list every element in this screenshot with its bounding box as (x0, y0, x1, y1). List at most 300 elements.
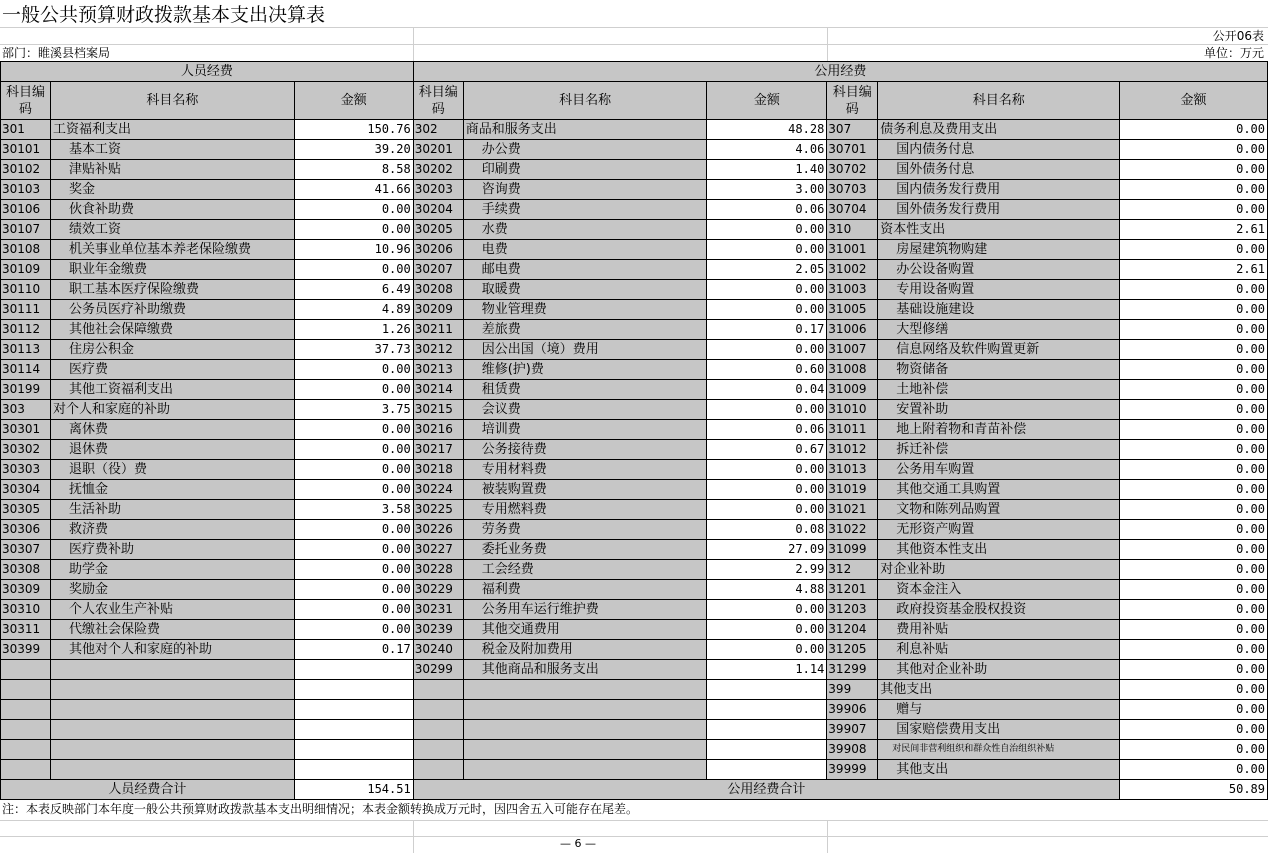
subject-code-cell: 31007 (827, 340, 878, 360)
subject-name-cell: 国外债务发行费用 (878, 200, 1120, 220)
amount-cell (294, 760, 413, 780)
subject-name-cell (463, 740, 707, 760)
table-row (1, 600, 1268, 620)
subject-code-cell: 30106 (1, 200, 51, 220)
subject-code-cell: 30309 (1, 580, 51, 600)
subject-code-cell: 30310 (1, 600, 51, 620)
subject-code-cell: 30112 (1, 320, 51, 340)
subject-name-cell: 房屋建筑物购建 (878, 240, 1120, 260)
subject-name-cell: 国家赔偿费用支出 (878, 720, 1120, 740)
form-number: 公开06表 (1212, 29, 1264, 43)
subject-name-cell: 伙食补助费 (50, 200, 294, 220)
amount-cell: 0.00 (294, 420, 413, 440)
subject-code-cell: 30199 (1, 380, 51, 400)
amount-cell: 0.00 (1120, 700, 1268, 720)
table-row (1, 440, 1268, 460)
amount-cell: 1.40 (707, 160, 827, 180)
subject-code-cell: 30212 (413, 340, 463, 360)
table-row (1, 760, 1268, 780)
amount-cell (294, 720, 413, 740)
subject-name-cell: 职业年金缴费 (50, 260, 294, 280)
subject-code-cell: 302 (413, 120, 463, 140)
amount-cell (707, 720, 827, 740)
subject-name-cell (50, 720, 294, 740)
amount-cell: 0.00 (1120, 740, 1268, 760)
subject-code-cell: 31009 (827, 380, 878, 400)
amount-cell: 4.06 (707, 140, 827, 160)
subject-code-cell: 30702 (827, 160, 878, 180)
amount-cell: 0.00 (1120, 540, 1268, 560)
subject-name-cell: 退休费 (50, 440, 294, 460)
subject-name-cell: 医疗费 (50, 360, 294, 380)
table-row (1, 180, 1268, 200)
subject-name-cell: 绩效工资 (50, 220, 294, 240)
amount-cell: 0.00 (294, 220, 413, 240)
subject-code-cell: 39999 (827, 760, 878, 780)
subject-code-cell: 30701 (827, 140, 878, 160)
amount-cell: 0.00 (1120, 620, 1268, 640)
subject-code-cell: 30111 (1, 300, 51, 320)
subject-name-cell: 安置补助 (878, 400, 1120, 420)
subject-code-cell: 30207 (413, 260, 463, 280)
subject-name-cell: 对民间非营利组织和群众性自治组织补贴 (878, 740, 1120, 760)
subject-name-cell: 其他支出 (878, 760, 1120, 780)
subject-code-cell: 31299 (827, 660, 878, 680)
subject-name-cell: 因公出国（境）费用 (463, 340, 707, 360)
subject-code-cell: 30103 (1, 180, 51, 200)
subject-name-cell: 拆迁补偿 (878, 440, 1120, 460)
table-row (1, 420, 1268, 440)
amount-cell: 0.00 (707, 400, 827, 420)
subject-name-cell: 公务用车运行维护费 (463, 600, 707, 620)
subject-name-cell: 电费 (463, 240, 707, 260)
amount-cell: 0.00 (1120, 720, 1268, 740)
subject-name-cell: 津贴补贴 (50, 160, 294, 180)
report-title: 一般公共预算财政拨款基本支出决算表 (2, 4, 326, 26)
expenditure-table (0, 61, 1268, 800)
column-header-amount: 金额 (707, 82, 827, 120)
subject-code-cell: 30206 (413, 240, 463, 260)
subject-code-cell: 30399 (1, 640, 51, 660)
subject-name-cell: 资本性支出 (878, 220, 1120, 240)
amount-cell (707, 680, 827, 700)
column-header-amount: 金额 (294, 82, 413, 120)
table-row (1, 520, 1268, 540)
subject-name-cell: 取暖费 (463, 280, 707, 300)
subject-name-cell: 咨询费 (463, 180, 707, 200)
amount-cell (294, 680, 413, 700)
subject-name-cell: 基础设施建设 (878, 300, 1120, 320)
subject-code-cell: 30215 (413, 400, 463, 420)
subject-code-cell: 31001 (827, 240, 878, 260)
subject-name-cell: 商品和服务支出 (463, 120, 707, 140)
amount-cell: 0.00 (1120, 500, 1268, 520)
amount-cell: 0.00 (1120, 320, 1268, 340)
subject-name-cell: 其他商品和服务支出 (463, 660, 707, 680)
table-row (1, 540, 1268, 560)
public-total-value: 50.89 (1120, 780, 1268, 800)
subject-name-cell: 国内债务付息 (878, 140, 1120, 160)
amount-cell: 0.00 (294, 460, 413, 480)
subject-name-cell: 利息补贴 (878, 640, 1120, 660)
amount-cell: 37.73 (294, 340, 413, 360)
amount-cell: 0.00 (1120, 160, 1268, 180)
subject-name-cell: 职工基本医疗保险缴费 (50, 280, 294, 300)
subject-name-cell: 赠与 (878, 700, 1120, 720)
amount-cell: 0.00 (1120, 760, 1268, 780)
subject-name-cell: 办公设备购置 (878, 260, 1120, 280)
subject-code-cell: 30227 (413, 540, 463, 560)
table-row (1, 240, 1268, 260)
subject-name-cell: 资本金注入 (878, 580, 1120, 600)
subject-code-cell: 31003 (827, 280, 878, 300)
subject-code-cell: 31021 (827, 500, 878, 520)
section-header-personnel: 人员经费 (1, 62, 414, 82)
public-total-label: 公用经费合计 (413, 780, 1119, 800)
amount-cell (294, 740, 413, 760)
subject-code-cell: 30208 (413, 280, 463, 300)
subject-code-cell: 31204 (827, 620, 878, 640)
column-header-name: 科目名称 (878, 82, 1120, 120)
subject-name-cell: 培训费 (463, 420, 707, 440)
subject-code-cell (413, 680, 463, 700)
subject-name-cell: 其他支出 (878, 680, 1120, 700)
subject-name-cell: 文物和陈列品购置 (878, 500, 1120, 520)
amount-cell: 2.05 (707, 260, 827, 280)
subject-name-cell: 专用燃料费 (463, 500, 707, 520)
amount-cell (707, 760, 827, 780)
subject-name-cell (463, 760, 707, 780)
subject-code-cell: 30101 (1, 140, 51, 160)
amount-cell: 0.00 (707, 300, 827, 320)
gridline (827, 27, 828, 61)
subject-code-cell: 30216 (413, 420, 463, 440)
subject-code-cell: 30204 (413, 200, 463, 220)
amount-cell: 0.00 (1120, 680, 1268, 700)
amount-cell: 0.04 (707, 380, 827, 400)
subject-code-cell (413, 720, 463, 740)
subject-name-cell: 医疗费补助 (50, 540, 294, 560)
column-header-code: 科目编码 (827, 82, 878, 120)
subject-name-cell: 公务员医疗补助缴费 (50, 300, 294, 320)
subject-code-cell: 31008 (827, 360, 878, 380)
amount-cell: 2.99 (707, 560, 827, 580)
column-header-code: 科目编码 (413, 82, 463, 120)
subject-name-cell: 奖励金 (50, 580, 294, 600)
subject-code-cell (1, 720, 51, 740)
subject-code-cell: 399 (827, 680, 878, 700)
amount-cell: 0.00 (707, 340, 827, 360)
subject-code-cell (1, 740, 51, 760)
subject-code-cell: 30209 (413, 300, 463, 320)
table-row (1, 460, 1268, 480)
subject-code-cell: 39907 (827, 720, 878, 740)
amount-cell: 0.00 (1120, 520, 1268, 540)
subject-code-cell: 30306 (1, 520, 51, 540)
table-row (1, 660, 1268, 680)
subject-code-cell: 30113 (1, 340, 51, 360)
subject-name-cell: 大型修缮 (878, 320, 1120, 340)
subject-code-cell: 30231 (413, 600, 463, 620)
subject-name-cell: 公务接待费 (463, 440, 707, 460)
amount-cell: 0.00 (1120, 240, 1268, 260)
amount-cell: 0.00 (707, 280, 827, 300)
subject-name-cell: 救济费 (50, 520, 294, 540)
subject-name-cell: 国内债务发行费用 (878, 180, 1120, 200)
subject-code-cell: 30102 (1, 160, 51, 180)
subject-name-cell: 其他交通工具购置 (878, 480, 1120, 500)
subject-code-cell: 312 (827, 560, 878, 580)
subject-name-cell: 水费 (463, 220, 707, 240)
subject-code-cell: 30214 (413, 380, 463, 400)
page-number: — 6 — (560, 837, 596, 850)
table-row (1, 680, 1268, 700)
amount-cell: 0.00 (707, 220, 827, 240)
subject-code-cell: 31201 (827, 580, 878, 600)
subject-code-cell (413, 760, 463, 780)
amount-cell: 0.00 (1120, 600, 1268, 620)
subject-name-cell: 个人农业生产补贴 (50, 600, 294, 620)
amount-cell: 8.58 (294, 160, 413, 180)
amount-cell: 0.00 (294, 560, 413, 580)
subject-code-cell: 303 (1, 400, 51, 420)
amount-cell: 0.00 (294, 380, 413, 400)
subject-name-cell: 手续费 (463, 200, 707, 220)
personnel-total-value: 154.51 (294, 780, 413, 800)
subject-name-cell (50, 680, 294, 700)
subject-code-cell: 30225 (413, 500, 463, 520)
subject-name-cell: 办公费 (463, 140, 707, 160)
column-header-name: 科目名称 (463, 82, 707, 120)
amount-cell: 0.00 (294, 620, 413, 640)
gridline (827, 820, 828, 853)
subject-code-cell: 30703 (827, 180, 878, 200)
subject-code-cell: 30240 (413, 640, 463, 660)
subject-code-cell: 30114 (1, 360, 51, 380)
subject-name-cell: 其他工资福利支出 (50, 380, 294, 400)
subject-name-cell: 无形资产购置 (878, 520, 1120, 540)
subject-name-cell: 其他社会保障缴费 (50, 320, 294, 340)
amount-cell: 0.00 (707, 240, 827, 260)
amount-cell: 0.00 (1120, 660, 1268, 680)
amount-cell: 41.66 (294, 180, 413, 200)
amount-cell: 0.00 (1120, 200, 1268, 220)
subject-code-cell: 31006 (827, 320, 878, 340)
subject-name-cell: 物业管理费 (463, 300, 707, 320)
subject-name-cell: 专用材料费 (463, 460, 707, 480)
amount-cell: 10.96 (294, 240, 413, 260)
subject-code-cell: 30226 (413, 520, 463, 540)
table-row (1, 340, 1268, 360)
subject-name-cell: 住房公积金 (50, 340, 294, 360)
amount-cell: 0.00 (707, 600, 827, 620)
subject-code-cell: 30301 (1, 420, 51, 440)
amount-cell: 1.26 (294, 320, 413, 340)
subject-name-cell: 对个人和家庭的补助 (50, 400, 294, 420)
subject-name-cell: 费用补贴 (878, 620, 1120, 640)
subject-name-cell: 政府投资基金股权投资 (878, 600, 1120, 620)
subject-code-cell: 301 (1, 120, 51, 140)
table-row (1, 500, 1268, 520)
table-row (1, 480, 1268, 500)
table-row (1, 740, 1268, 760)
subject-code-cell: 30202 (413, 160, 463, 180)
subject-name-cell (463, 700, 707, 720)
table-row (1, 360, 1268, 380)
subject-name-cell: 委托业务费 (463, 540, 707, 560)
amount-cell: 0.00 (707, 460, 827, 480)
amount-cell: 0.00 (1120, 180, 1268, 200)
subject-code-cell: 31022 (827, 520, 878, 540)
table-row (1, 580, 1268, 600)
column-header-name: 科目名称 (50, 82, 294, 120)
subject-name-cell: 抚恤金 (50, 480, 294, 500)
amount-cell: 0.00 (294, 200, 413, 220)
subject-name-cell: 工会经费 (463, 560, 707, 580)
subject-name-cell: 退职（役）费 (50, 460, 294, 480)
column-header-amount: 金额 (1120, 82, 1268, 120)
section-header-public: 公用经费 (413, 62, 1267, 82)
subject-name-cell: 地上附着物和青苗补偿 (878, 420, 1120, 440)
subject-name-cell: 代缴社会保险费 (50, 620, 294, 640)
amount-cell (707, 700, 827, 720)
amount-cell: 0.06 (707, 200, 827, 220)
column-header-code: 科目编码 (1, 82, 51, 120)
table-row (1, 140, 1268, 160)
subject-code-cell: 30217 (413, 440, 463, 460)
subject-code-cell (1, 660, 51, 680)
footnote: 注：本表反映部门本年度一般公共预算财政拨款基本支出明细情况；本表金额转换成万元时，因四舍五入可能存在尾差。 (2, 802, 639, 816)
department-label: 部门：睢溪县档案局 (2, 46, 111, 60)
subject-code-cell: 30228 (413, 560, 463, 580)
subject-code-cell: 30229 (413, 580, 463, 600)
subject-code-cell: 30218 (413, 460, 463, 480)
subject-code-cell (1, 680, 51, 700)
amount-cell: 3.58 (294, 500, 413, 520)
subject-name-cell: 奖金 (50, 180, 294, 200)
subject-code-cell: 31099 (827, 540, 878, 560)
table-row (1, 220, 1268, 240)
subject-code-cell: 31011 (827, 420, 878, 440)
amount-cell: 27.09 (707, 540, 827, 560)
amount-cell: 0.00 (707, 620, 827, 640)
subject-name-cell: 对企业补助 (878, 560, 1120, 580)
gridline (0, 27, 1268, 28)
subject-name-cell: 公务用车购置 (878, 460, 1120, 480)
subject-name-cell (50, 660, 294, 680)
amount-cell: 0.00 (1120, 580, 1268, 600)
amount-cell: 6.49 (294, 280, 413, 300)
amount-cell: 0.00 (1120, 300, 1268, 320)
subject-code-cell: 39906 (827, 700, 878, 720)
amount-cell: 0.00 (1120, 400, 1268, 420)
subject-name-cell: 基本工资 (50, 140, 294, 160)
subject-code-cell (413, 700, 463, 720)
subject-code-cell: 30213 (413, 360, 463, 380)
amount-cell: 0.00 (1120, 640, 1268, 660)
table-row (1, 280, 1268, 300)
amount-cell: 0.08 (707, 520, 827, 540)
subject-code-cell: 30205 (413, 220, 463, 240)
amount-cell: 0.00 (707, 500, 827, 520)
subject-code-cell: 31013 (827, 460, 878, 480)
subject-name-cell: 税金及附加费用 (463, 640, 707, 660)
amount-cell: 0.00 (1120, 560, 1268, 580)
subject-code-cell: 31019 (827, 480, 878, 500)
amount-cell: 0.00 (707, 480, 827, 500)
subject-code-cell: 310 (827, 220, 878, 240)
subject-name-cell: 专用设备购置 (878, 280, 1120, 300)
amount-cell: 0.00 (294, 540, 413, 560)
subject-code-cell (1, 760, 51, 780)
subject-name-cell: 差旅费 (463, 320, 707, 340)
subject-code-cell (1, 700, 51, 720)
amount-cell: 3.75 (294, 400, 413, 420)
subject-code-cell: 30107 (1, 220, 51, 240)
amount-cell: 0.00 (294, 580, 413, 600)
table-row (1, 700, 1268, 720)
subject-code-cell: 31002 (827, 260, 878, 280)
subject-name-cell: 国外债务付息 (878, 160, 1120, 180)
subject-code-cell: 30303 (1, 460, 51, 480)
amount-cell: 39.20 (294, 140, 413, 160)
subject-name-cell: 租赁费 (463, 380, 707, 400)
subject-code-cell: 31005 (827, 300, 878, 320)
amount-cell: 0.17 (707, 320, 827, 340)
subject-name-cell: 被装购置费 (463, 480, 707, 500)
amount-cell: 2.61 (1120, 260, 1268, 280)
amount-cell: 0.00 (1120, 480, 1268, 500)
subject-name-cell: 会议费 (463, 400, 707, 420)
amount-cell: 0.00 (1120, 280, 1268, 300)
amount-cell: 0.00 (294, 260, 413, 280)
table-row (1, 200, 1268, 220)
amount-cell: 0.00 (1120, 420, 1268, 440)
amount-cell (294, 660, 413, 680)
subject-code-cell: 30224 (413, 480, 463, 500)
amount-cell: 0.60 (707, 360, 827, 380)
subject-name-cell: 物资储备 (878, 360, 1120, 380)
amount-cell: 3.00 (707, 180, 827, 200)
subject-name-cell: 土地补偿 (878, 380, 1120, 400)
subject-code-cell: 30307 (1, 540, 51, 560)
subject-code-cell: 30110 (1, 280, 51, 300)
gridline (413, 820, 414, 853)
amount-cell: 0.17 (294, 640, 413, 660)
subject-code-cell: 30304 (1, 480, 51, 500)
subject-code-cell: 30311 (1, 620, 51, 640)
amount-cell: 0.00 (294, 440, 413, 460)
amount-cell: 0.00 (1120, 340, 1268, 360)
subject-name-cell: 工资福利支出 (50, 120, 294, 140)
amount-cell: 150.76 (294, 120, 413, 140)
amount-cell: 0.00 (1120, 140, 1268, 160)
amount-cell: 0.00 (707, 640, 827, 660)
amount-cell: 0.00 (294, 480, 413, 500)
subject-name-cell (50, 740, 294, 760)
subject-code-cell: 31010 (827, 400, 878, 420)
personnel-total-label: 人员经费合计 (1, 780, 295, 800)
amount-cell: 0.06 (707, 420, 827, 440)
subject-name-cell: 维修(护)费 (463, 360, 707, 380)
table-row (1, 720, 1268, 740)
subject-code-cell: 30201 (413, 140, 463, 160)
amount-cell: 0.67 (707, 440, 827, 460)
table-row (1, 260, 1268, 280)
subject-name-cell: 助学金 (50, 560, 294, 580)
subject-code-cell: 30299 (413, 660, 463, 680)
totals-row (1, 780, 1268, 800)
